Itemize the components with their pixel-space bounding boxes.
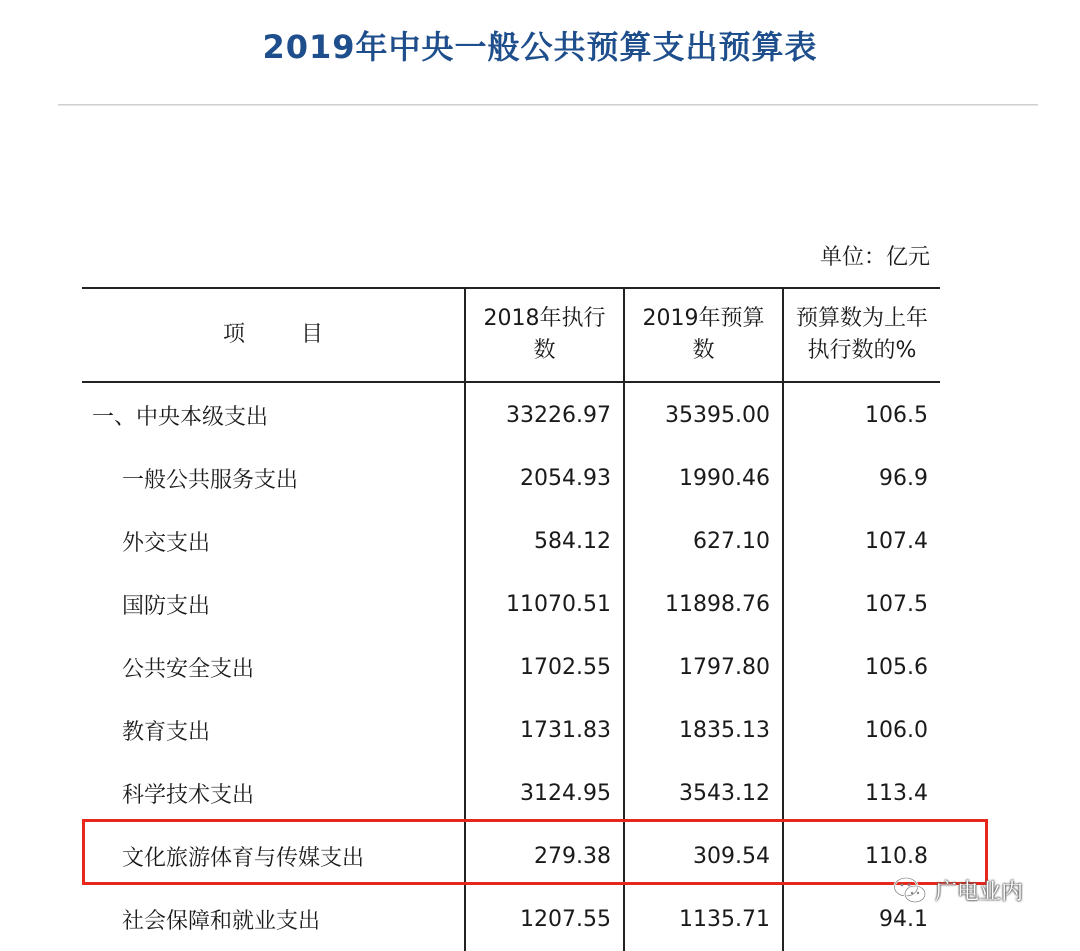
row-exec-2018: 2054.93 [465, 447, 624, 510]
table-row-highlighted [82, 825, 940, 888]
row-pct: 107.4 [783, 510, 940, 573]
watermark [893, 873, 1023, 907]
page-title: 2019年中央一般公共预算支出预算表 [262, 28, 818, 66]
table-row [82, 762, 940, 825]
row-name: 教育支出 [122, 720, 211, 745]
table-row [82, 447, 940, 510]
watermark-text: 广电业内 [935, 879, 1024, 905]
row-pct: 106.0 [783, 699, 940, 762]
table-row [82, 510, 940, 573]
row-budget-2019: 1797.80 [624, 636, 783, 699]
header-item-b: 目 [301, 322, 324, 347]
row-budget-2019: 309.54 [624, 825, 783, 888]
row-pct: 94.1 [783, 888, 940, 951]
row-exec-2018: 584.12 [465, 510, 624, 573]
row-name: 一般公共服务支出 [122, 468, 299, 493]
row-budget-2019: 627.10 [624, 510, 783, 573]
header-pct-line1: 预算数为上年 [795, 306, 928, 331]
table-row [82, 573, 940, 636]
row-pct: 106.5 [783, 382, 940, 447]
row-name: 文化旅游体育与传媒支出 [122, 846, 365, 871]
header-pct-line2: 执行数的% [807, 338, 917, 363]
unit-label: 单位：亿元 [819, 245, 930, 270]
row-pct: 110.8 [783, 825, 940, 888]
header-budget-2019 [624, 288, 783, 382]
header-exec-2018 [465, 288, 624, 382]
header-item [82, 288, 465, 382]
table-row [82, 636, 940, 699]
row-exec-2018: 3124.95 [465, 762, 624, 825]
row-pct: 107.5 [783, 573, 940, 636]
header-pct [783, 288, 940, 382]
row-name: 社会保障和就业支出 [122, 909, 321, 934]
row-exec-2018: 279.38 [465, 825, 624, 888]
row-name: 公共安全支出 [122, 657, 255, 682]
row-budget-2019: 1135.71 [624, 888, 783, 951]
wechat-icon [893, 876, 927, 904]
header-exec-2018-line1: 2018年执行 [483, 306, 606, 331]
row-exec-2018: 33226.97 [465, 382, 624, 447]
budget-table [82, 287, 940, 951]
row-budget-2019: 35395.00 [624, 382, 783, 447]
table-header-row [82, 288, 940, 382]
row-exec-2018: 1702.55 [465, 636, 624, 699]
row-pct: 105.6 [783, 636, 940, 699]
header-budget-2019-line1: 2019年预算 [642, 306, 765, 331]
header-exec-2018-line2: 数 [533, 338, 556, 363]
row-exec-2018: 1731.83 [465, 699, 624, 762]
header-budget-2019-line2: 数 [692, 338, 715, 363]
row-budget-2019: 11898.76 [624, 573, 783, 636]
table-row [82, 699, 940, 762]
row-name: 国防支出 [122, 594, 211, 619]
row-budget-2019: 1990.46 [624, 447, 783, 510]
row-exec-2018: 11070.51 [465, 573, 624, 636]
title-divider [58, 104, 1038, 106]
table-row [82, 382, 940, 447]
header-item-a: 项 [222, 322, 245, 347]
row-exec-2018: 1207.55 [465, 888, 624, 951]
row-name: 一、中央本级支出 [92, 404, 269, 430]
row-budget-2019: 1835.13 [624, 699, 783, 762]
table-row [82, 888, 940, 951]
row-pct: 96.9 [783, 447, 940, 510]
row-budget-2019: 3543.12 [624, 762, 783, 825]
row-name: 外交支出 [122, 531, 211, 556]
row-pct: 113.4 [783, 762, 940, 825]
row-name: 科学技术支出 [122, 783, 255, 808]
